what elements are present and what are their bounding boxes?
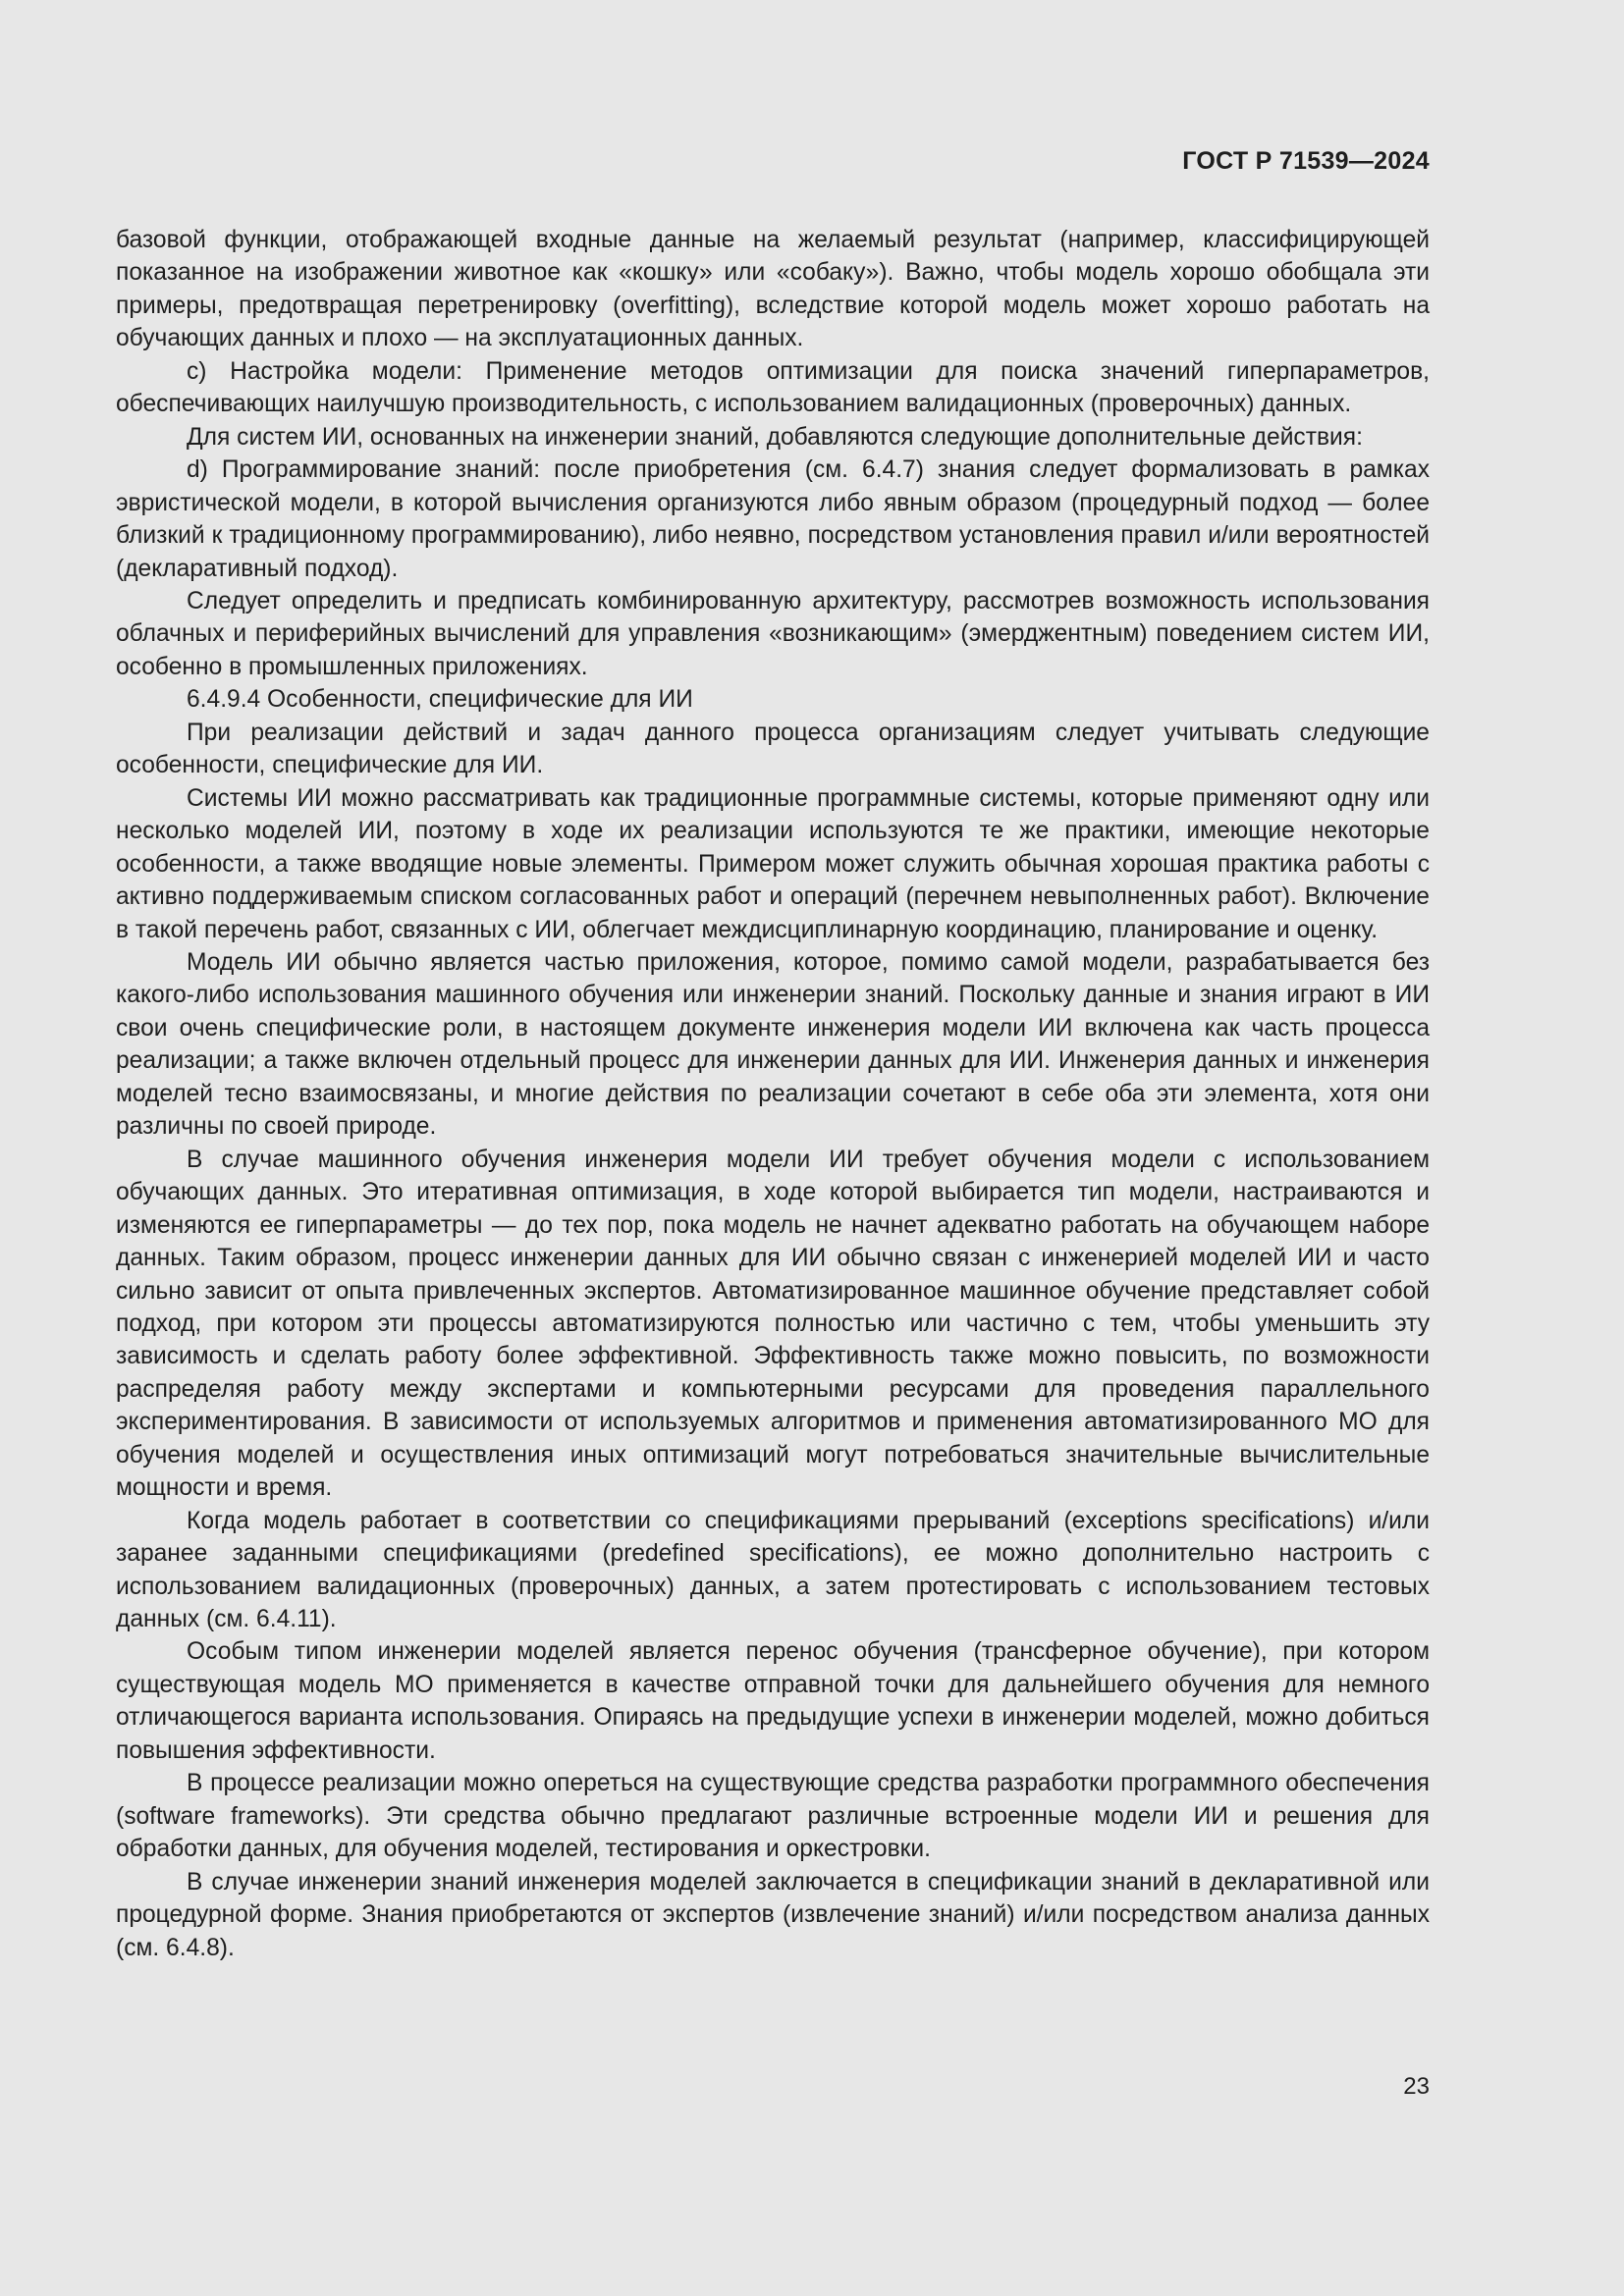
paragraph-knowledge-programming: d) Программирование знаний: после приобретения (см. 6.4.7) знания следует формализовать в рамках эвристической модели, в которой вычисления организуются либо явным образом (процедурный подход — более близкий к традиционному программированию), либо неявно, посредством установления правил и/или вероятностей (декларативный подход). (116, 456, 1430, 582)
paragraph-machine-learning: В случае машинного обучения инженерия модели ИИ требует обучения модели с использованием обучающих данных. Это итеративная оптимизация, в ходе которой выбирается тип модели, настраиваются и изменяются ее гиперпараметры — до тех пор, пока модель не начнет адекватно работать на обучающем наборе данных. Таким образом, процесс инженерии данных для ИИ обычно связан с инженерией моделей ИИ и часто сильно зависит от опыта привлеченных экспертов. Автоматизированное машинное обучение представляет собой подход, при котором эти процессы автоматизируются полностью или частично с тем, чтобы уменьшить эту зависимость и сделать работу более эффективной. Эффективность также можно повысить, по возможности распределяя работу между экспертами и компьютерными ресурсами для проведения параллельного экспериментирования. В зависимости от используемых алгоритмов и применения автоматизированного МО для обучения моделей и осуществления иных оптимизаций могут потребоваться значительные вычислительные мощности и время. (116, 1146, 1430, 1502)
paragraph-combined-architecture: Следует определить и предписать комбинированную архитектуру, рассмотрев возможность использования облачных и периферийных вычислений для управления «возникающим» (эмерджентным) поведением систем ИИ, особенно в промышленных приложениях. (116, 587, 1430, 680)
paragraph-model-tuning: c) Настройка модели: Применение методов оптимизации для поиска значений гиперпараметров, обеспечивающих наилучшую производительность, с использованием валидационных (проверочных) данных. (116, 357, 1430, 418)
paragraph-transfer-learning: Особым типом инженерии моделей является перенос обучения (трансферное обучение), при котором существующая модель МО применяется в качестве отправной точки для дальнейшего обучения для немного отличающегося варианта использования. Опираясь на предыдущие успехи в инженерии моделей, можно добиться повышения эффективности. (116, 1638, 1430, 1764)
paragraph-knowledge-systems-intro: Для систем ИИ, основанных на инженерии знаний, добавляются следующие дополнительные действия: (187, 423, 1363, 451)
paragraph-ai-specific-intro: При реализации действий и задач данного процесса организациям следует учитывать следующие особенности, специфические для ИИ. (116, 719, 1430, 779)
section-heading-6-4-9-4: 6.4.9.4 Особенности, специфические для ИИ (187, 686, 693, 714)
paragraph-ai-systems-practices: Системы ИИ можно рассматривать как традиционные программные системы, которые применяют одну или несколько моделей ИИ, поэтому в ходе их реализации используются те же практики, имеющие некоторые особенности, а также вводящие новые элементы. Примером может служить обычная хорошая практика работы с активно поддерживаемым списком согласованных работ и операций (перечнем невыполненных работ). Включение в такой перечень работ, связанных с ИИ, облегчает междисциплинарную координацию, планирование и оценку. (116, 784, 1430, 943)
paragraph-ai-model-application: Модель ИИ обычно является частью приложения, которое, помимо самой модели, разрабатывается без какого-либо использования машинного обучения или инженерии знаний. Поскольку данные и знания играют в ИИ свои очень специфические роли, в настоящем документе инженерия модели ИИ включена как часть процесса реализации; а также включен отдельный процесс для инженерии данных для ИИ. Инженерия данных и инженерия моделей тесно взаимосвязаны, и многие действия по реализации сочетают в себе оба эти элемента, хотя они различны по своей природе. (116, 948, 1430, 1141)
paragraph-exceptions-specifications: Когда модель работает в соответствии со спецификациями прерываний (exceptions specifications) и/или заранее заданными спецификациями (predefined specifications), ее можно дополнительно настроить с использованием валидационных (проверочных) данных, а затем протестировать с использованием тестовых данных (см. 6.4.11). (116, 1507, 1430, 1633)
paragraph-software-frameworks: В процессе реализации можно опереться на существующие средства разработки программного обеспечения (software frameworks). Эти средства обычно предлагают различные встроенные модели ИИ и решения для обработки данных, для обучения моделей, тестирования и оркестровки. (116, 1770, 1430, 1863)
document-standard-number: ГОСТ Р 71539—2024 (1182, 147, 1430, 175)
page-number: 23 (1403, 2073, 1430, 2100)
paragraph-knowledge-engineering: В случае инженерии знаний инженерия моделей заключается в спецификации знаний в декларативной или процедурной форме. Знания приобретаются от экспертов (извлечение знаний) и/или посредством анализа данных (см. 6.4.8). (116, 1868, 1430, 1961)
paragraph-continuation: базовой функции, отображающей входные данные на желаемый результат (например, классифицирующей показанное на изображении животное как «кошку» или «собаку»). Важно, чтобы модель хорошо обобщала эти примеры, предотвращая перетренировку (overfitting), вследствие которой модель может хорошо работать на обучающих данных и плохо — на эксплуатационных данных. (116, 227, 1430, 352)
document-body (116, 224, 1430, 1964)
